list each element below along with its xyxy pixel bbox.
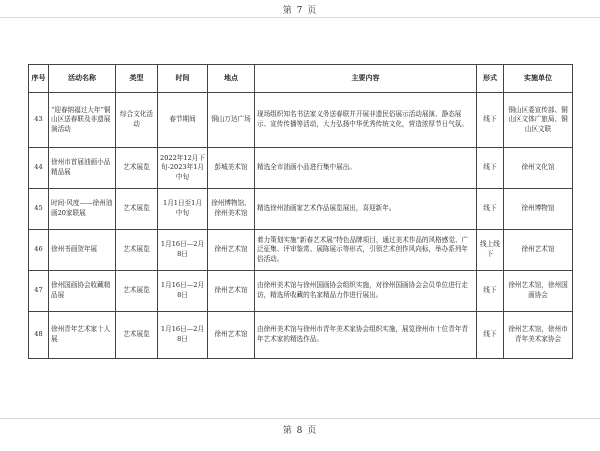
cell-org: 铜山区委宣传部、铜山区文体广旅局、铜山区文联 (504, 93, 573, 148)
cell-place: 徐州博物馆、徐州美术馆 (208, 189, 255, 230)
cell-form: 线下 (477, 148, 504, 189)
cell-content: 着力策划实施“新春艺术展”特色品牌项目，通过美术作品的风格感觉、广泛征集、评审鉴赏、展陈展示等形式，引领艺术创作风向标，举办系列年俗活动。 (255, 230, 477, 271)
cell-no: 44 (29, 148, 49, 189)
header-name: 活动名称 (49, 65, 116, 93)
header-place: 地点 (208, 65, 255, 93)
header-org: 实施单位 (504, 65, 573, 93)
table-row (29, 189, 573, 230)
cell-time: 1月16日—2月8日 (158, 312, 208, 359)
cell-place: 徐州艺术馆 (208, 312, 255, 359)
cell-name: 时间·风度——徐州油画20家联展 (49, 189, 116, 230)
cell-name: “迎春纳福过大年”铜山区送春联及非遗展演活动 (49, 93, 116, 148)
table-row (29, 271, 573, 312)
page-divider-top (0, 17, 600, 18)
cell-name: 徐州国画协会收藏精品展 (49, 271, 116, 312)
cell-no: 48 (29, 312, 49, 359)
cell-org: 徐州艺术馆 (504, 230, 573, 271)
cell-content: 现场组织知名书法家义务送春联并开展非遗民俗展示活动展演、静态展示、宣传传播等活动，大力弘扬中华优秀传统文化，营造浓厚节日气氛。 (255, 93, 477, 148)
table-row (29, 93, 573, 148)
cell-place: 铜山万达广场 (208, 93, 255, 148)
header-form: 形式 (477, 65, 504, 93)
table-row (29, 148, 573, 189)
cell-org: 徐州文化馆 (504, 148, 573, 189)
cell-form: 线下 (477, 93, 504, 148)
cell-time: 1月16日—2月8日 (158, 271, 208, 312)
cell-name: 徐州书画贺年展 (49, 230, 116, 271)
table-header-row (29, 65, 573, 93)
cell-org: 徐州艺术馆，徐州市青年美术家协会 (504, 312, 573, 359)
cell-content: 精选全市油画小品进行集中展出。 (255, 148, 477, 189)
cell-no: 43 (29, 93, 49, 148)
cell-type: 艺术展览 (116, 230, 158, 271)
page-divider-bottom (0, 418, 600, 419)
cell-form: 线下 (477, 312, 504, 359)
cell-name: 徐州市首届油画小品精品展 (49, 148, 116, 189)
cell-place: 徐州艺术馆 (208, 230, 255, 271)
table-row (29, 230, 573, 271)
cell-org: 徐州博物馆 (504, 189, 573, 230)
cell-name: 徐州青年艺术家十人展 (49, 312, 116, 359)
activity-table (28, 64, 573, 359)
cell-form: 线上线下 (477, 230, 504, 271)
page-number-bottom: 第 8 页 (282, 426, 318, 436)
cell-org: 徐州艺术馆，徐州国画协会 (504, 271, 573, 312)
header-no: 序号 (29, 65, 49, 93)
cell-form: 线下 (477, 189, 504, 230)
header-content: 主要内容 (255, 65, 477, 93)
cell-form: 线下 (477, 271, 504, 312)
header-time: 时间 (158, 65, 208, 93)
cell-type: 艺术展览 (116, 312, 158, 359)
cell-time: 春节期间 (158, 93, 208, 148)
cell-content: 由徐州美术馆与徐州国画协会组织实施，对徐州国画协会会员单位进行走访，精选所收藏的名家精品力作进行展出。 (255, 271, 477, 312)
cell-place: 徐州艺术馆 (208, 271, 255, 312)
cell-time: 1月1日至1月中旬 (158, 189, 208, 230)
cell-time: 2022年12月下旬-2023年1月中旬 (158, 148, 208, 189)
table-row (29, 312, 573, 359)
cell-type: 艺术展览 (116, 271, 158, 312)
cell-type: 综合文化活动 (116, 93, 158, 148)
cell-type: 艺术展览 (116, 189, 158, 230)
page-number-top: 第 7 页 (282, 6, 318, 16)
cell-no: 45 (29, 189, 49, 230)
cell-place: 彭城美术馆 (208, 148, 255, 189)
cell-content: 精选徐州油画家艺术作品展览展出，喜迎新年。 (255, 189, 477, 230)
cell-type: 艺术展览 (116, 148, 158, 189)
cell-content: 由徐州美术馆与徐州市青年美术家协会组织实施，展览徐州市十位青年青年艺术家的精选作品。 (255, 312, 477, 359)
cell-time: 1月16日—2月8日 (158, 230, 208, 271)
cell-no: 47 (29, 271, 49, 312)
header-type: 类型 (116, 65, 158, 93)
cell-no: 46 (29, 230, 49, 271)
